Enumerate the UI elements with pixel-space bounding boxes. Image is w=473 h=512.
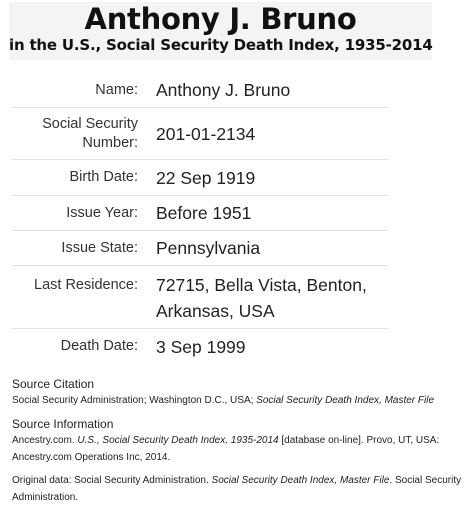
name-value: Anthony J. Bruno [156,80,291,100]
issue-year-value: Before 1951 [156,203,252,223]
row-death-date [12,329,388,364]
row-issue-year [12,196,388,231]
birth-date-label: Birth Date: [69,169,138,185]
record-details-table [12,73,388,364]
last-residence-line2: Arkansas, USA [156,301,275,321]
last-residence-line1: 72715, Bella Vista, Benton, [156,275,367,295]
source-citation-heading: Source Citation [12,377,95,391]
issue-state-label: Issue State: [61,239,138,256]
ssn-value: 201-01-2134 [156,123,256,144]
row-last-residence [12,266,388,329]
record-header [9,2,432,60]
ssn-label-line2: Number: [82,134,138,151]
last-residence-label: Last Residence: [34,277,138,293]
last-residence-value [156,272,367,324]
death-date-value: 3 Sep 1999 [156,336,246,357]
source-information-heading: Source Information [12,417,114,431]
name-label: Name: [95,81,138,98]
original-data-text: Original data: Social Security Administration. Social Security Death Index, Master File. Social Security Administration. [12,475,462,503]
death-date-label: Death Date: [60,338,138,354]
ssn-label-line1: Social Security [42,115,138,132]
sources-section [12,377,470,506]
collection-subtitle: in the U.S., Social Security Death Index, 1935-2014 [9,36,433,54]
issue-year-label: Issue Year: [66,204,138,221]
row-ssn [12,108,388,160]
birth-date-value: 22 Sep 1919 [156,167,256,188]
source-citation-text: Social Security Administration; Washington D.C., USA; Social Security Death Index, Master File [12,395,435,406]
ssn-label [12,115,138,153]
row-issue-state [12,231,388,266]
row-birth-date [12,160,388,196]
issue-state-value: Pennsylvania [156,238,261,258]
person-name-title: Anthony J. Bruno [84,2,357,36]
source-information-text: Ancestry.com. U.S., Social Security Death Index, 1935-2014 [database on-line]. Provo, UT, USA: Ancestry.com Operations Inc, 2014. [12,435,440,463]
row-name [12,73,388,108]
